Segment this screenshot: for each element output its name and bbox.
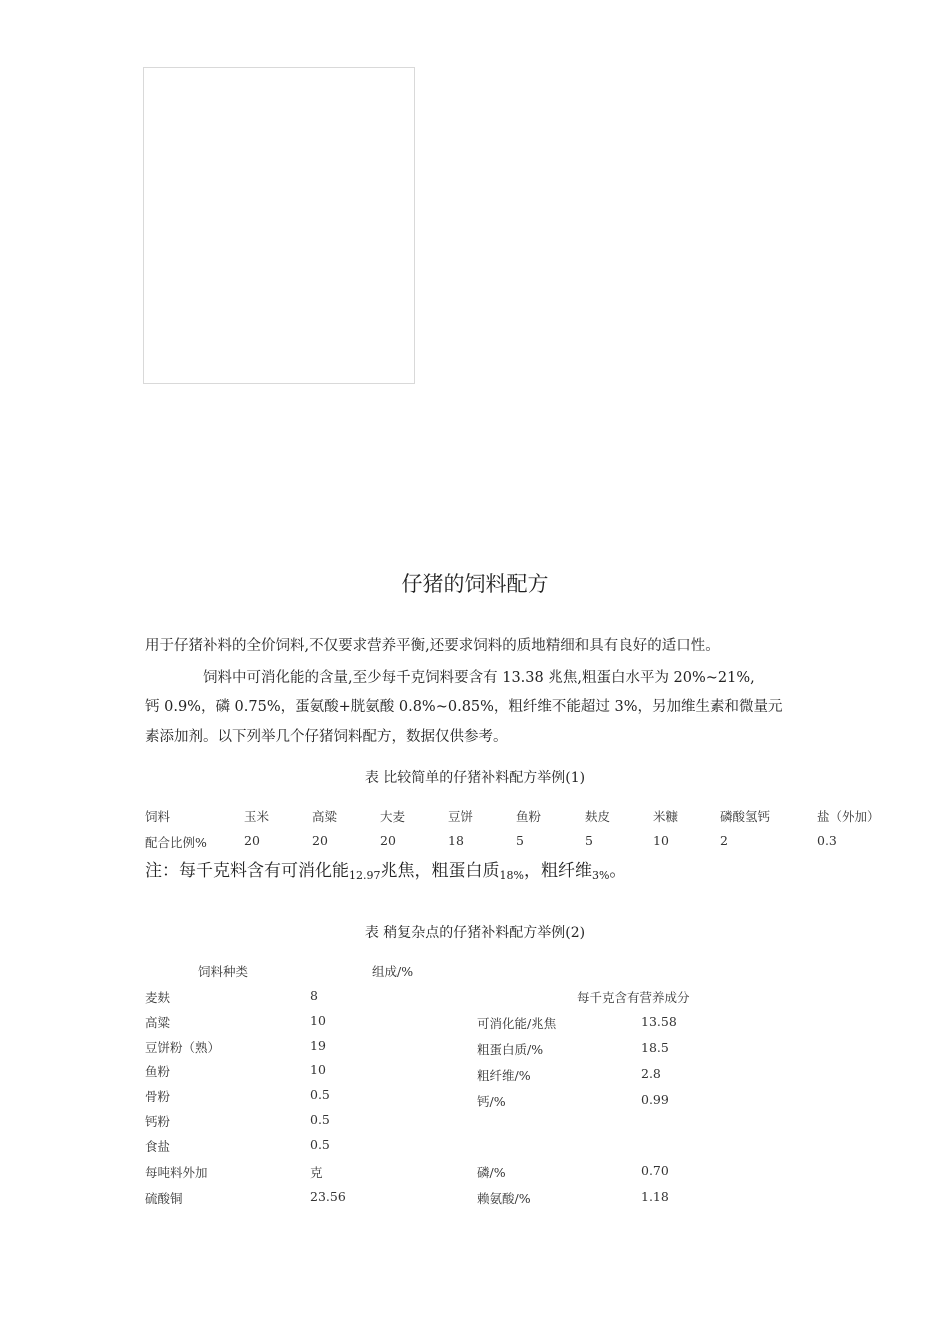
table1-header-cell: 饲料: [145, 809, 171, 824]
nutrient-name: 粗纤维/%: [477, 1068, 531, 1083]
feed-value: 19: [310, 1038, 326, 1053]
note-energy: 12.97: [349, 869, 381, 882]
nutrient-name: 磷/%: [477, 1165, 506, 1180]
table1-data-cell: 18: [448, 833, 464, 848]
table1-header-cell: 大麦: [380, 809, 406, 824]
table2-caption: 表 稍复杂点的仔猪补料配方举例(2): [364, 925, 586, 941]
table1-caption: 表 比较简单的仔猪补料配方举例(1): [364, 770, 586, 786]
feed-name: 食盐: [145, 1139, 171, 1154]
paragraph-line-2: 饲料中可消化能的含量,至少每千克饲料要含有 13.38 兆焦,粗蛋白水平为 20%~21%,: [203, 670, 755, 686]
table1-data-cell: 5: [585, 833, 593, 848]
table1-header-cell: 盐（外加）: [817, 809, 880, 824]
feed-name: 每吨料外加: [145, 1165, 208, 1180]
table1-data-cell: 20: [380, 833, 396, 848]
table1-data-cell: 2: [720, 833, 728, 848]
feed-name: 麦麸: [145, 990, 171, 1005]
nutrient-name: 赖氨酸/%: [477, 1191, 531, 1206]
nutrient-value: 2.8: [641, 1066, 661, 1081]
note-protein: 18%: [499, 869, 524, 882]
feed-value: 0.5: [310, 1112, 330, 1127]
paragraph-line-3: 钙 0.9%，磷 0.75%，蛋氨酸+胱氨酸 0.8%~0.85%，粗纤维不能超过 3%，另加维生素和微量元: [145, 699, 783, 715]
feed-value: 10: [310, 1062, 326, 1077]
table2-nutrient-header: 每千克含有营养成分: [577, 990, 690, 1005]
note-fiber: 3%: [591, 869, 610, 882]
note-energy-unit: 兆焦，粗蛋白质: [380, 861, 500, 881]
feed-name: 高粱: [145, 1015, 171, 1030]
table1-header-cell: 豆饼: [448, 809, 474, 824]
table1-header-cell: 高粱: [312, 809, 338, 824]
nutrient-name: 钙/%: [477, 1094, 506, 1109]
feed-name: 豆饼粉（熟）: [145, 1040, 221, 1055]
table1-data-cell: 10: [653, 833, 669, 848]
table2-col-comp-header: 组成/%: [372, 964, 414, 979]
paragraph-line-4: 素添加剂。以下列举几个仔猪饲料配方，数据仅供参考。: [145, 729, 508, 745]
table1-data-cell: 配合比例%: [145, 835, 207, 850]
note-prefix: 注：每千克料含有可消化能: [145, 861, 349, 881]
table1-header-cell: 磷酸氢钙: [720, 809, 771, 824]
image-placeholder-frame: [143, 67, 415, 384]
nutrient-value: 0.70: [641, 1163, 669, 1178]
feed-value: 0.5: [310, 1137, 330, 1152]
page-title: 仔猪的饲料配方: [401, 572, 549, 596]
table1-data-cell: 0.3: [817, 833, 837, 848]
nutrient-value: 0.99: [641, 1092, 669, 1107]
table1-note: [145, 856, 626, 882]
feed-name: 骨粉: [145, 1089, 171, 1104]
table1-data-cell: 20: [244, 833, 260, 848]
table2-col-feed-header: 饲料种类: [198, 964, 249, 979]
feed-value: 克: [310, 1165, 323, 1180]
table1-header-cell: 鱼粉: [516, 809, 542, 824]
nutrient-name: 可消化能/兆焦: [477, 1016, 557, 1031]
nutrient-name: 粗蛋白质/%: [477, 1042, 544, 1057]
table1-header-cell: 米糠: [653, 809, 679, 824]
note-end: 。: [609, 861, 627, 881]
feed-name: 鱼粉: [145, 1064, 171, 1079]
note-fiber-label: ，粗纤维: [523, 861, 592, 881]
feed-value: 10: [310, 1013, 326, 1028]
table1-data-cell: 5: [516, 833, 524, 848]
table1-data-cell: 20: [312, 833, 328, 848]
feed-name: 硫酸铜: [145, 1191, 183, 1206]
table1-header-cell: 玉米: [244, 809, 270, 824]
nutrient-value: 18.5: [641, 1040, 669, 1055]
paragraph-line-1: 用于仔猪补料的全价饲料,不仅要求营养平衡,还要求饲料的质地精细和具有良好的适口性。: [145, 638, 720, 654]
nutrient-value: 13.58: [641, 1014, 677, 1029]
feed-value: 23.56: [310, 1189, 346, 1204]
feed-value: 8: [310, 988, 318, 1003]
table1-header-cell: 麸皮: [585, 809, 611, 824]
nutrient-value: 1.18: [641, 1189, 669, 1204]
feed-value: 0.5: [310, 1087, 330, 1102]
feed-name: 钙粉: [145, 1114, 171, 1129]
